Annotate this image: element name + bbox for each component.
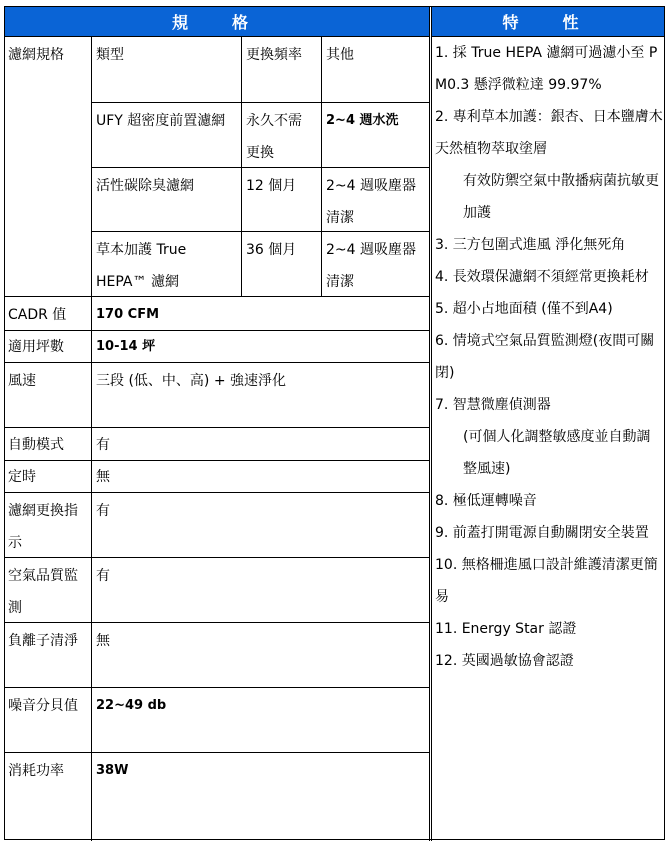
filter-other: 2~4 週吸塵器清潔: [326, 178, 416, 226]
feature-item: 2. 專利草本加護：銀杏、日本鹽膚木天然植物萃取塗層: [435, 109, 663, 157]
feature-item: 6. 情境式空氣品質監測燈(夜間可關閉): [435, 333, 655, 381]
feature-item: 5. 超小占地面積 (僅不到A4): [435, 301, 613, 317]
spec-label: 空氣品質監測: [8, 568, 78, 616]
feature-item: 11. Energy Star 認證: [435, 621, 577, 637]
filter-spec-label: 濾網規格: [8, 47, 64, 63]
divider: [431, 7, 432, 841]
divider: [5, 36, 429, 37]
spec-value: 有: [96, 437, 110, 453]
spec-label: 濾網更換指示: [8, 503, 78, 551]
feature-item: 有效防禦空氣中散播病菌抗敏更加護: [463, 173, 659, 221]
divider: [429, 7, 430, 841]
divider: [5, 362, 429, 363]
spec-value: 有: [96, 568, 110, 584]
divider: [91, 102, 429, 103]
divider: [5, 492, 429, 493]
divider: [5, 687, 429, 688]
filter-other: 2~4 週水洗: [326, 113, 399, 128]
spec-value: 有: [96, 503, 110, 519]
spec-sheet: [4, 6, 665, 840]
feature-item: 1. 採 True HEPA 濾網可過濾小至 PM0.3 懸浮微粒達 99.97%: [435, 45, 658, 93]
feature-item: 9. 前蓋打開電源自動關閉安全裝置: [435, 525, 649, 541]
divider: [5, 460, 429, 461]
divider: [5, 427, 429, 428]
spec-label: 噪音分貝值: [8, 698, 78, 714]
divider: [91, 36, 92, 841]
filter-type: 活性碳除臭濾網: [96, 178, 194, 194]
filter-freq: 12 個月: [246, 178, 297, 194]
divider: [5, 330, 429, 331]
feature-item: 10. 無格柵進風口設計維護清潔更簡易: [435, 557, 658, 605]
spec-label: 風速: [8, 373, 36, 389]
spec-value: 170 CFM: [96, 307, 160, 322]
features-list: [435, 37, 663, 677]
filter-freq: 36 個月: [246, 242, 297, 258]
filter-other: 2~4 週吸塵器清潔: [326, 242, 416, 290]
feature-item: 8. 極低運轉噪音: [435, 493, 537, 509]
spec-value: 無: [96, 633, 110, 649]
spec-label: 適用坪數: [8, 339, 64, 355]
feature-item: 4. 長效環保濾網不須經常更換耗材: [435, 269, 649, 285]
spec-value: 三段 (低、中、高) + 強速淨化: [96, 373, 287, 389]
divider: [321, 36, 322, 296]
col-freq-header: 更換頻率: [246, 47, 302, 63]
spec-value: 10-14 坪: [96, 339, 156, 354]
filter-type: UFY 超密度前置濾網: [96, 113, 226, 129]
feature-item: 12. 英國過敏協會認證: [435, 653, 574, 669]
spec-header: 規 格: [5, 7, 429, 36]
col-type-header: 類型: [96, 47, 124, 63]
feature-item: 3. 三方包圍式進風 淨化無死角: [435, 237, 626, 253]
spec-value: 無: [96, 469, 110, 485]
spec-label: 定時: [8, 469, 36, 485]
col-other-header: 其他: [326, 47, 354, 63]
spec-label: 自動模式: [8, 437, 64, 453]
spec-label: CADR 值: [8, 307, 67, 323]
feature-item: 7. 智慧微塵偵測器: [435, 397, 551, 413]
spec-label: 消耗功率: [8, 763, 64, 779]
feature-item: (可個人化調整敏感度並自動調整風速): [463, 429, 651, 477]
spec-value: 22~49 db: [96, 698, 167, 713]
divider: [5, 752, 429, 753]
filter-freq: 永久不需更換: [246, 113, 302, 161]
spec-value: 38W: [96, 763, 129, 778]
divider: [241, 36, 242, 296]
features-header: 特 性: [431, 7, 664, 36]
filter-type: 草本加護 True HEPA™ 濾網: [96, 242, 187, 290]
spec-label: 負離子清淨: [8, 633, 78, 649]
